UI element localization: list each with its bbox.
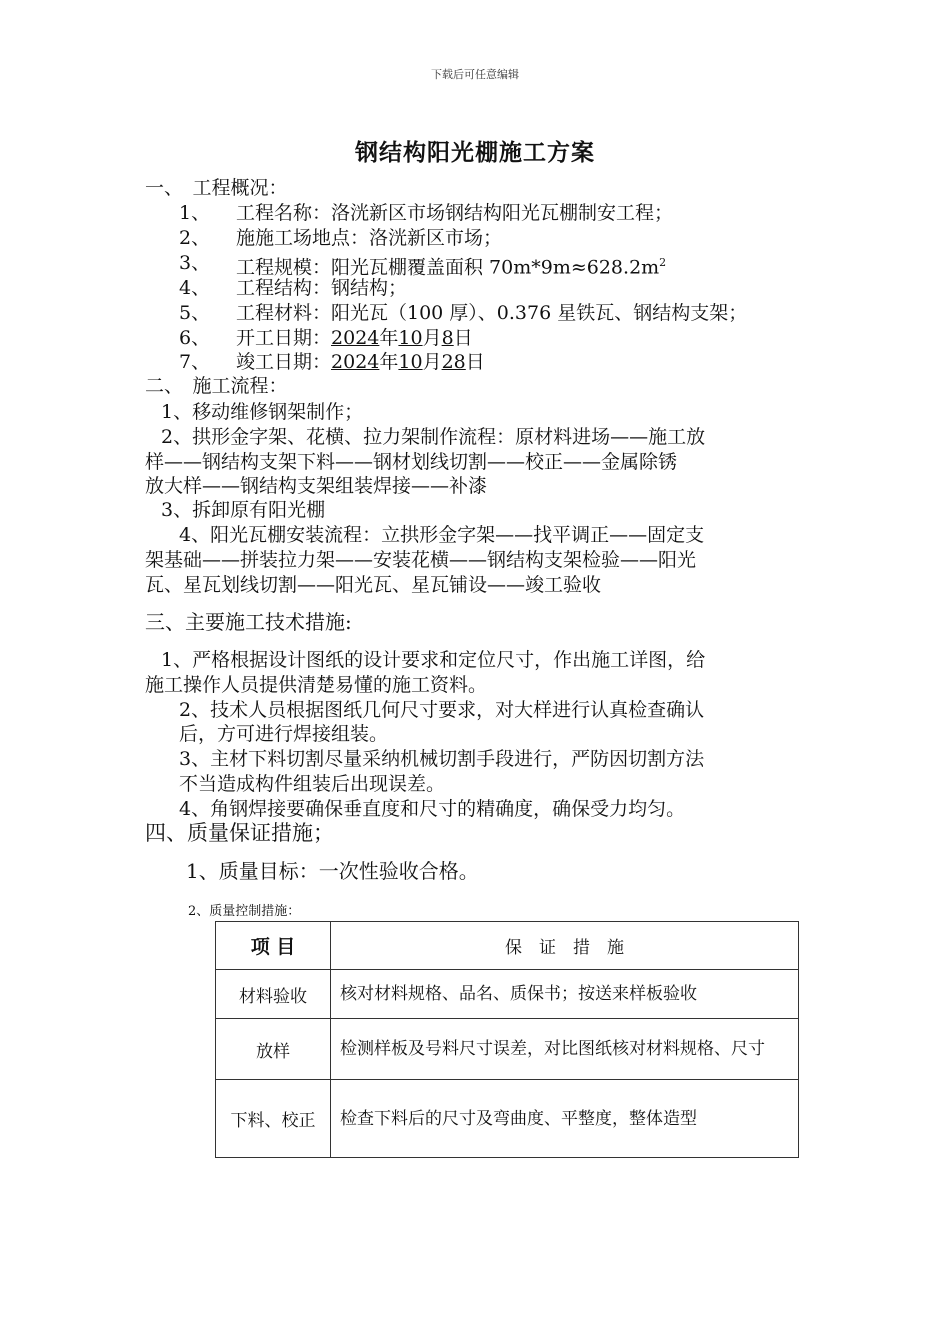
s2-line: 样——钢结构支架下料——钢材划线切割——校正——金属除锈 bbox=[145, 451, 678, 473]
table-row bbox=[216, 1019, 799, 1080]
end-year: 2024 bbox=[331, 351, 380, 373]
end-date-label: 竣工日期： bbox=[236, 351, 332, 373]
section-4-heading: 四、质量保证措施； bbox=[145, 821, 334, 845]
table-header-row bbox=[216, 922, 799, 970]
s2-line: 2、拱形金字架、花横、拉力架制作流程：原材料进场——施工放 bbox=[161, 426, 706, 448]
s3-line: 1、严格根据设计图纸的设计要求和定位尺寸，作出施工详图，给 bbox=[161, 649, 706, 671]
table-row bbox=[216, 1080, 799, 1158]
end-month: 10 bbox=[398, 351, 423, 373]
table-row bbox=[216, 970, 799, 1019]
s1-item-3-num: 3、 bbox=[179, 252, 211, 274]
table-cell-measure: 核对材料规格、品名、质保书；按送来样板验收 bbox=[331, 970, 799, 1019]
table-cell-item: 材料验收 bbox=[216, 970, 331, 1019]
s1-item-1-num: 1、 bbox=[179, 202, 211, 224]
quality-control-table bbox=[215, 921, 799, 1158]
s2-line: 瓦、星瓦划线切割——阳光瓦、星瓦铺设——竣工验收 bbox=[145, 574, 602, 596]
day-char: 日 bbox=[453, 327, 473, 349]
s1-item-5-num: 5、 bbox=[179, 302, 211, 324]
section-3-heading: 三、主要施工技术措施: bbox=[145, 610, 352, 634]
s1-item-2-num: 2、 bbox=[179, 227, 211, 249]
s3-line: 3、主材下料切割尽量采纳机械切割手段进行，严防因切割方法 bbox=[179, 748, 705, 770]
s3-line: 不当造成构件组装后出现误差。 bbox=[179, 773, 446, 795]
section-2-heading: 二、 施工流程： bbox=[145, 375, 288, 397]
end-day: 28 bbox=[441, 351, 466, 373]
month-char: 月 bbox=[422, 351, 442, 373]
s2-line: 架基础——拼装拉力架——安装花横——钢结构支架检验——阳光 bbox=[145, 549, 697, 571]
s2-line: 放大样——钢结构支架组装焊接——补漆 bbox=[145, 475, 488, 497]
table-cell-measure: 检测样板及号料尺寸误差，对比图纸核对材料规格、尺寸 bbox=[331, 1019, 799, 1080]
end-date-line bbox=[236, 350, 485, 374]
header-measures: 保 证 措 施 bbox=[331, 922, 799, 970]
start-year: 2024 bbox=[331, 327, 380, 349]
s1-item-3-text: 工程规模：阳光瓦棚覆盖面积 70m*9m≈628.2m bbox=[236, 256, 660, 279]
s1-end-num: 7、 bbox=[179, 351, 211, 373]
year-char: 年 bbox=[379, 351, 399, 373]
table-cell-item: 放样 bbox=[216, 1019, 331, 1080]
quality-target: 1、质量目标：一次性验收合格。 bbox=[186, 859, 479, 883]
start-date-label: 开工日期： bbox=[236, 327, 332, 349]
s1-item-4-num: 4、 bbox=[179, 277, 211, 299]
header-item: 项 目 bbox=[216, 922, 331, 970]
table-cell-measure: 检查下料后的尺寸及弯曲度、平整度，整体造型 bbox=[331, 1080, 799, 1158]
s1-item-4-text: 工程结构：钢结构； bbox=[236, 277, 408, 299]
table-cell-item: 下料、校正 bbox=[216, 1080, 331, 1158]
s1-item-2-text: 施施工场地点：洛洸新区市场； bbox=[236, 227, 503, 249]
month-char: 月 bbox=[422, 327, 442, 349]
quality-control-label: 2、质量控制措施： bbox=[188, 904, 301, 919]
s3-line: 后，方可进行焊接组装。 bbox=[179, 723, 389, 745]
s2-line: 3、拆卸原有阳光棚 bbox=[161, 499, 326, 521]
s1-item-1-text: 工程名称：洛洸新区市场钢结构阳光瓦棚制安工程； bbox=[236, 202, 674, 224]
s2-line: 4、阳光瓦棚安装流程：立拱形金字架——找平调正——固定支 bbox=[179, 524, 705, 546]
section-1-heading: 一、 工程概况： bbox=[145, 177, 288, 199]
day-char: 日 bbox=[465, 351, 485, 373]
s1-start-num: 6、 bbox=[179, 327, 211, 349]
s1-item-5-text: 工程材料：阳光瓦（100 厚）、0.376 星铁瓦、钢结构支架； bbox=[236, 302, 748, 324]
start-date-line bbox=[236, 326, 473, 350]
year-char: 年 bbox=[379, 327, 399, 349]
s2-line: 1、移动维修钢架制作； bbox=[161, 401, 364, 423]
start-month: 10 bbox=[398, 327, 423, 349]
s3-line: 施工操作人员提供清楚易懂的施工资料。 bbox=[145, 674, 488, 696]
s3-line: 2、技术人员根据图纸几何尺寸要求，对大样进行认真检查确认 bbox=[179, 699, 705, 721]
document-title: 钢结构阳光棚施工方案 bbox=[355, 139, 595, 166]
s3-line: 4、角钢焊接要确保垂直度和尺寸的精确度，确保受力均匀。 bbox=[179, 798, 686, 820]
page-header: 下载后可任意编辑 bbox=[431, 68, 519, 81]
start-day: 8 bbox=[441, 327, 454, 349]
s1-item-3-sup: 2 bbox=[659, 256, 667, 269]
